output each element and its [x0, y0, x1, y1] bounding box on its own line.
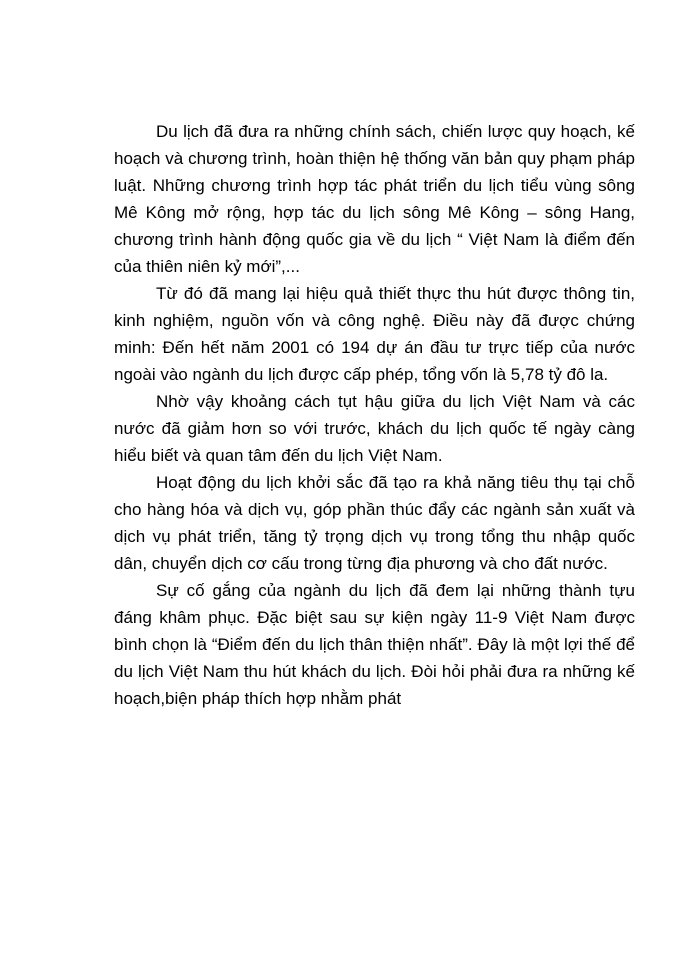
paragraph-5: Sự cố gắng của ngành du lịch đã đem lại những thành tựu đáng khâm phục. Đặc biệt sau sự kiện ngày 11-9 Việt Nam được bình chọn là “Điểm đến du lịch thân thiện nhất”. Đây là một lợi thế để du lịch Việt Nam thu hút khách du lịch. Đòi hỏi phải đưa ra những kế hoạch,biện pháp thích hợp nhằm phát — [114, 581, 635, 708]
paragraph-1: Du lịch đã đưa ra những chính sách, chiến lược quy hoạch, kế hoạch và chương trình, hoàn thiện hệ thống văn bản quy phạm pháp luật. Những chương trình hợp tác phát triển du lịch tiểu vùng sông Mê Kông mở rộng, hợp tác du lịch sông Mê Kông – sông Hang, chương trình hành động quốc gia về du lịch “ Việt Nam là điểm đến của thiên niên kỷ mới”,... — [114, 122, 635, 276]
paragraph-3: Nhờ vậy khoảng cách tụt hậu giữa du lịch Việt Nam và các nước đã giảm hơn so với trước, khách du lịch quốc tế ngày càng hiểu biết và quan tâm đến du lịch Việt Nam. — [114, 392, 635, 465]
body-text — [114, 118, 635, 712]
paragraph-2: Từ đó đã mang lại hiệu quả thiết thực thu hút được thông tin, kinh nghiệm, nguồn vốn và công nghệ. Điều này đã được chứng minh: Đến hết năm 2001 có 194 dự án đầu tư trực tiếp của nước ngoài vào ngành du lịch được cấp phép, tổng vốn là 5,78 tỷ đô la. — [114, 284, 635, 384]
paragraph-4: Hoạt động du lịch khởi sắc đã tạo ra khả năng tiêu thụ tại chỗ cho hàng hóa và dịch vụ, góp phần thúc đẩy các ngành sản xuất và dịch vụ phát triển, tăng tỷ trọng dịch vụ trong tổng thu nhập quốc dân, chuyển dịch cơ cấu trong từng địa phương và cho đất nước. — [114, 473, 635, 573]
